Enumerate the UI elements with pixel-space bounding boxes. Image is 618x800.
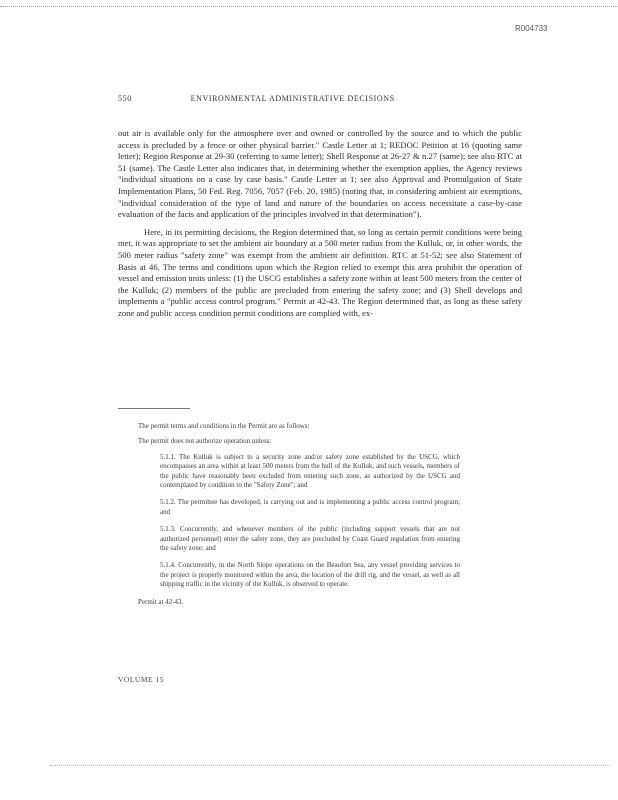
body-paragraph: Here, in its permitting decisions, the Region determined that, so long as certain permit conditions were being met, it was appropriate to set the ambient air boundary at a 500 meter radius from the Kulluk, or, in other words, the 500 meter radius "safety zone" was exempt from the ambient air definition. RTC at 51-52; see also Statement of Basis at 46. The terms and conditions upon which the Region relied to exempt this area prohibit the operation of vessel and emission units unless: (1) the USCG establishes a safety zone within at least 500 meters from the center of the Kulluk; (2) members of the public are precluded from entering the safety zone; and (3) Shell develops and implements a "public access control program." Permit at 42-43. The Region determined that, as long as these safety zone and public access condition permit conditions are complied with, ex-	[118, 226, 522, 318]
body-paragraph: out air is available only for the atmosphere over and owned or controlled by the source and to which the public access is precluded by a fence or other physical barrier." Castle Letter at 1; REDOC Petition at 16 (quoting same letter); Region Response at 29-30 (referring to same letter); Shell Response at 26-27 & n.27 (same); see also RTC at 51 (same). The Castle Letter also indicates that, in determining whether the exemption applies, the Agency reviews "individual situations on a case by case basis." Castle Letter at 1; see also Approval and Promulgation of State Implementation Plans, 50 Fed. Reg. 7056, 7057 (Feb. 20, 1985) (noting that, in considering ambient air exemptions, "individual consideration of the type of land and nature of the boundaries on access necessitate a case-by-case evaluation of the facts and application of the principles involved in that determination").	[118, 128, 522, 220]
page-number: 550	[118, 94, 132, 103]
footnote-rule	[118, 408, 190, 409]
footnotes	[118, 422, 522, 607]
running-header	[118, 94, 538, 103]
scan-edge-top	[0, 6, 618, 7]
footnote-intro: The permit terms and conditions in the Permit are as follows:	[138, 422, 310, 430]
footnote-item: 5.1.3. Concurrently, and whenever members of the public (including support vessels that are not authorized personnel) enter the safety zone, they are precluded by Coast Guard regulation from entering the safety zone; and	[160, 525, 460, 553]
scan-edge-bottom	[50, 765, 610, 766]
volume-footer: VOLUME 15	[118, 675, 164, 684]
footnote-lead: The permit does not authorize operation unless:	[138, 437, 272, 446]
footnote-citation: Permit at 42-43.	[138, 597, 184, 606]
footnote-item: 5.1.4. Concurrently, in the North Slope operations on the Beaufort Sea, any vessel providing services to the project is properly monitored within the area, the location of the drill rig, and the vessel, as well as all shipping traffic in the vicinity of the Kulluk, is observed to operate.	[160, 561, 460, 589]
running-title: ENVIRONMENTAL ADMINISTRATIVE DECISIONS	[190, 94, 395, 103]
footnote-item: 5.1.2. The permittee has developed, is carrying out and is implementing a public access control program; and	[160, 498, 460, 516]
body-text	[118, 128, 522, 320]
footnote-item: 5.1.1. The Kulluk is subject to a security zone and/or safety zone established by the USCG, which encompasses an area within at least 500 meters from the hull of the Kulluk, and such vessels, members of the public have reasonably been excluded from entering such zone, as authorized by the USCG and contemplated by condition to the "Safety Zone"; and	[160, 452, 460, 490]
bates-number: R004733	[515, 24, 548, 33]
